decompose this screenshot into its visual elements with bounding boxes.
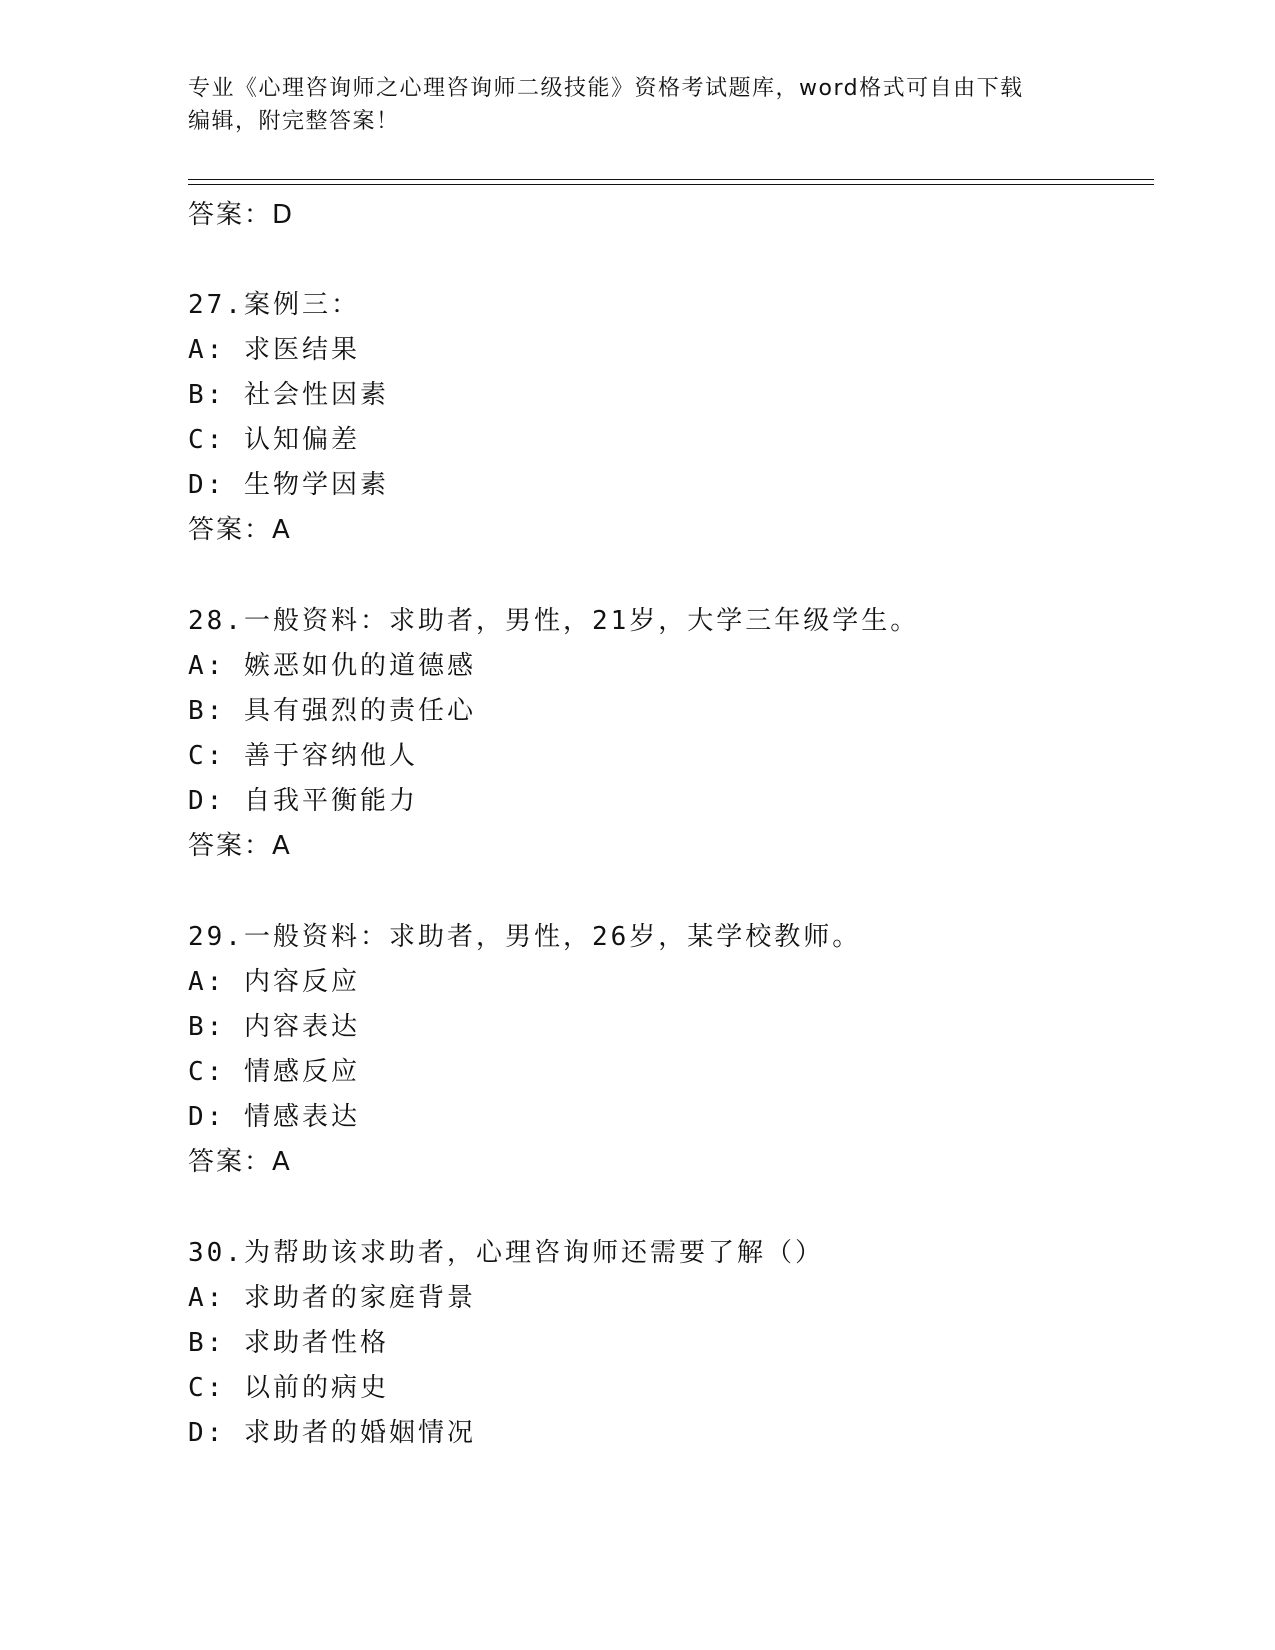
answer-line: 答案：D — [188, 200, 295, 230]
header-divider-bottom — [188, 184, 1154, 185]
option-a: A: 嫉恶如仇的道德感 — [188, 651, 476, 681]
option-c: C: 以前的病史 — [188, 1373, 389, 1403]
option-d: D: 生物学因素 — [188, 470, 389, 500]
option-b: B: 求助者性格 — [188, 1328, 389, 1358]
header-divider-top — [188, 179, 1154, 180]
question-stem: 29.一般资料：求助者，男性，26岁，某学校教师。 — [188, 922, 862, 952]
option-d: D: 情感表达 — [188, 1102, 360, 1132]
option-a: A: 求助者的家庭背景 — [188, 1283, 476, 1313]
option-d: D: 求助者的婚姻情况 — [188, 1418, 476, 1448]
option-c: C: 认知偏差 — [188, 425, 360, 455]
answer-line: 答案：A — [188, 831, 292, 861]
question-stem: 27.案例三： — [188, 290, 360, 320]
option-a: A: 求医结果 — [188, 335, 360, 365]
option-b: B: 内容表达 — [188, 1012, 360, 1042]
document-header — [188, 72, 1088, 138]
option-c: C: 善于容纳他人 — [188, 741, 418, 771]
header-line-2: 编辑，附完整答案！ — [188, 109, 400, 134]
answer-line: 答案：A — [188, 515, 292, 545]
option-b: B: 具有强烈的责任心 — [188, 696, 476, 726]
option-a: A: 内容反应 — [188, 967, 360, 997]
option-b: B: 社会性因素 — [188, 380, 389, 410]
question-stem: 28.一般资料：求助者，男性，21岁，大学三年级学生。 — [188, 606, 920, 636]
question-stem: 30.为帮助该求助者，心理咨询师还需要了解（） — [188, 1238, 824, 1268]
option-d: D: 自我平衡能力 — [188, 786, 418, 816]
header-line-1: 专业《心理咨询师之心理咨询师二级技能》资格考试题库，word格式可自由下载 — [188, 76, 1024, 101]
option-c: C: 情感反应 — [188, 1057, 360, 1087]
answer-line: 答案：A — [188, 1147, 292, 1177]
